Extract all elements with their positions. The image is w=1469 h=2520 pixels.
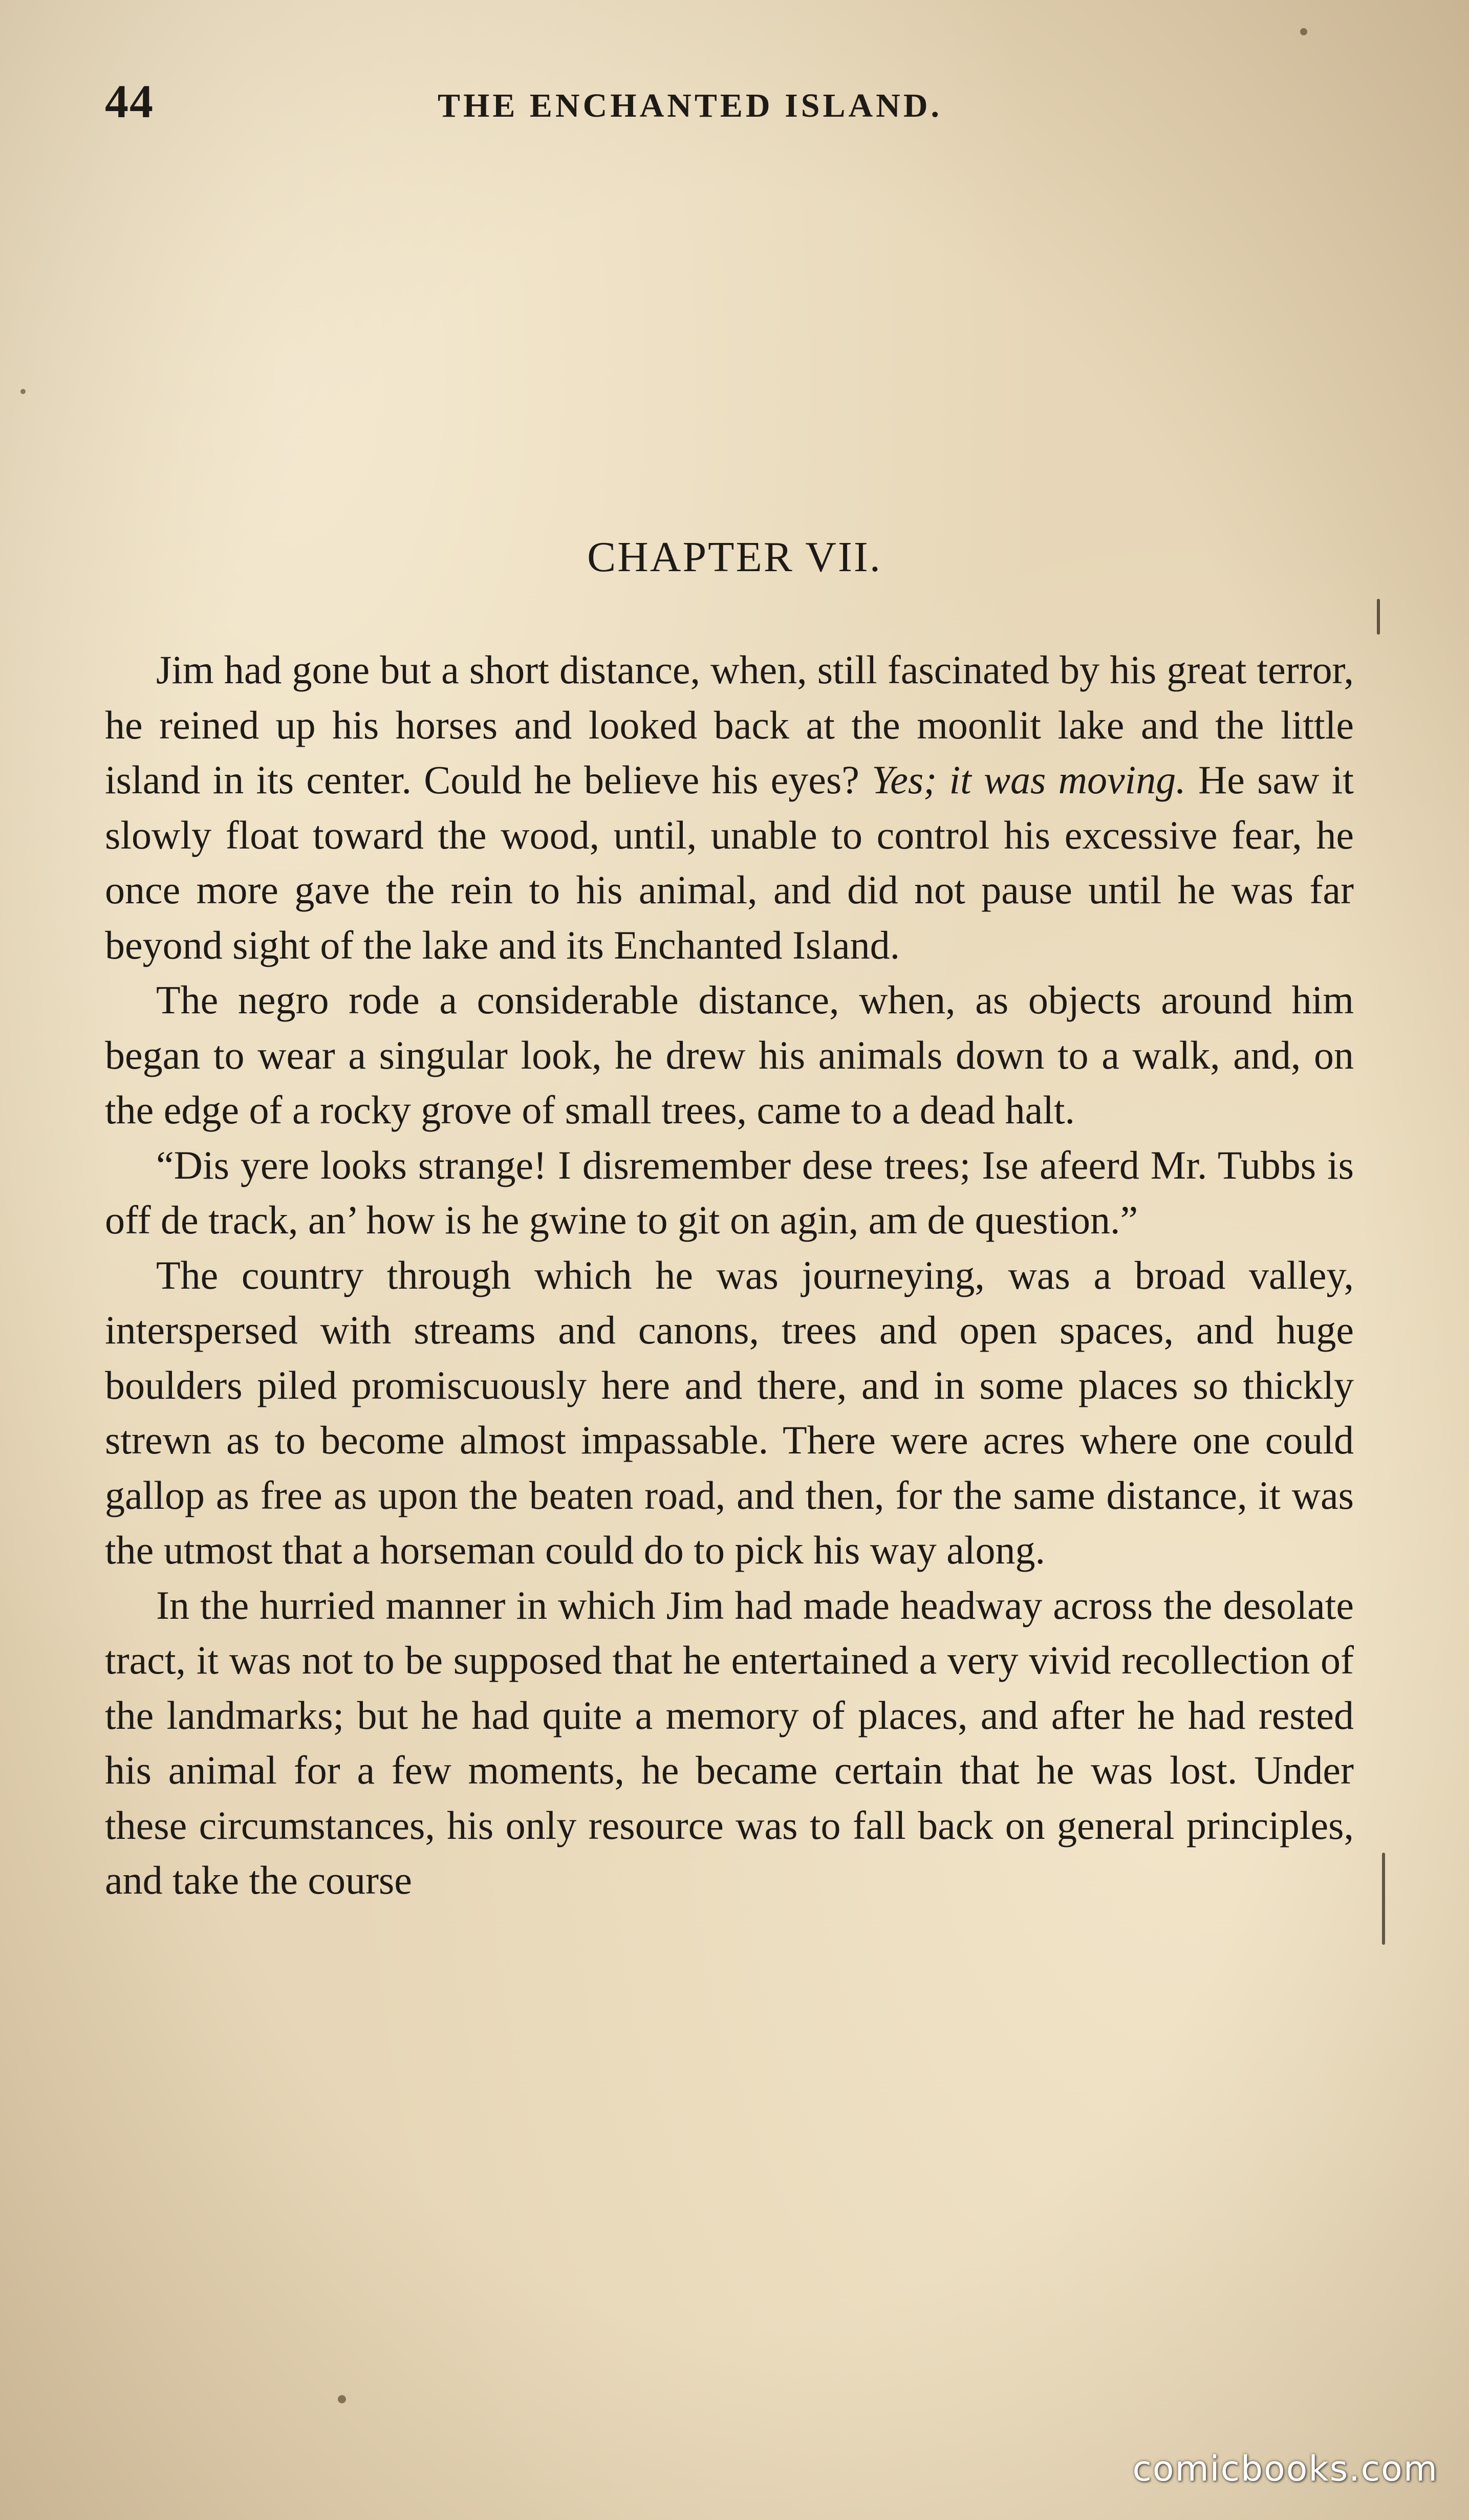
page-number: 44 [105,75,154,127]
paragraph-4: The country through which he was journeying, was a broad valley, interspersed with streams and canons, trees and open spaces, and huge boulders piled promiscuously here and there, and in some places so thickly strewn as to become almost impassable. There were acres where one could gallop as free as upon the beaten road, and then, for the same distance, it was the utmost that a horseman could do to pick his way along. [105,1252,1354,1572]
paragraph-1 [105,642,1354,972]
paragraph-1-text-after: He saw it slowly float toward the wood, until, unable to control his excessive fear, he once more gave the rein to his animal, and did not pause until he was far beyond sight of the lake and its Enchanted Island. [105,757,1354,967]
running-head [105,74,1359,136]
paragraph-3: “Dis yere looks strange! I disremember dese trees; Ise afeerd Mr. Tubbs is off de track, an’ how is he gwine to git on agin, am de question.” [105,1142,1354,1242]
show-through-texture [102,154,1372,665]
chapter-heading: CHAPTER VII. [587,533,882,581]
paragraph-2: The negro rode a considerable distance, when, as objects around him began to wear a singular look, he drew his animals down to a walk, and, on the edge of a rocky grove of small trees, came to a dead halt. [105,977,1354,1132]
running-title: THE ENCHANTED ISLAND. [438,87,942,124]
watermark: comicbooks.com [1132,2449,1438,2489]
paragraph-1-text-before: Jim had gone but a short distance, when, still fascinated by his great terror, he reined up his horses and looked back at the moonlit lake and the little island in its center. Could he believe his eyes? [105,647,1354,802]
paragraph-1-emphasis: Yes; it was moving. [872,757,1186,802]
paragraph-5: In the hurried manner in which Jim had made headway across the desolate tract, it was not to be supposed that he entertained a very vivid recollection of the landmarks; but he had quite a memory of places, and after he had rested his animal for a few moments, he became certain that he was lost. Under these circumstances, his only resource was to fall back on general principles, and take the course [105,1582,1354,1902]
body-text [105,642,1354,1908]
